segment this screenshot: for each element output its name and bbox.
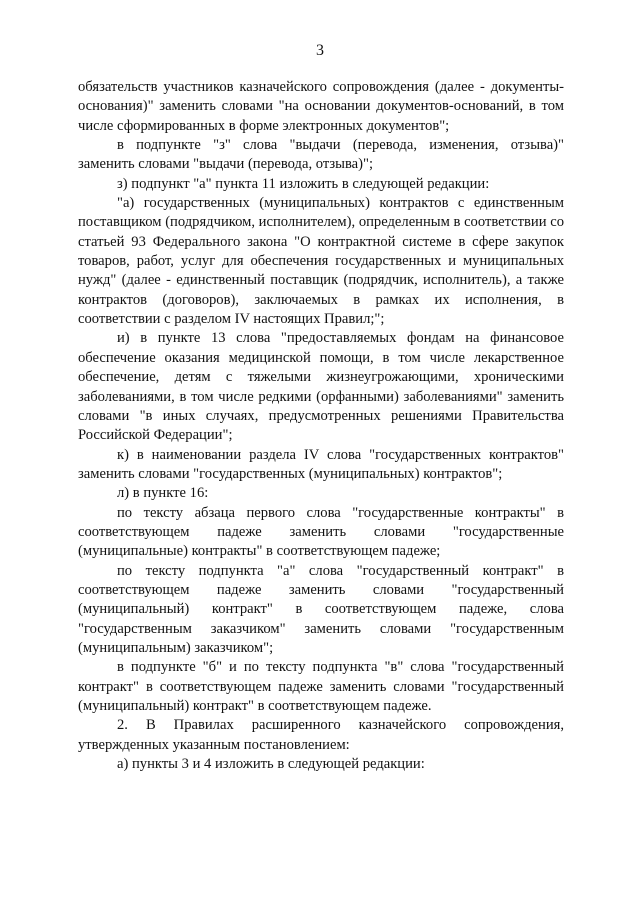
paragraph: по тексту подпункта "а" слова "государственный контракт" в соответствующем падеже заменить словами "государственный (муниципальный) контракт" в соответствующем падеже, слова "государственным заказчиком" заменить словами "государственным (муниципальным) заказчиком"; bbox=[78, 562, 564, 656]
paragraph: к) в наименовании раздела IV слова "государственных контрактов" заменить словами "государственных (муниципальных) контрактов"; bbox=[78, 446, 564, 482]
paragraph: з) подпункт "а" пункта 11 изложить в следующей редакции: bbox=[117, 175, 490, 192]
paragraph: "а) государственных (муниципальных) контрактов с единственным поставщиком (подрядчиком, исполнителем), определенным в соответствии со статьей 93 Федерального закона "О контрактной системе в сфере закупок товаров, работ, услуг для обеспечения государственных и муниципальных нужд" (далее - единственный поставщик (подрядчик, исполнитель), а также контрактов (договоров), заключаемых в рамках их исполнения, в соответствии с разделом IV настоящих Правил;"; bbox=[78, 195, 564, 328]
paragraph: и) в пункте 13 слова "предоставляемых фондам на финансовое обеспечение оказания медицинской помощи, в том числе лекарственное обеспечение, детям с тяжелыми жизнеугрожающими, хроническими заболеваниями, в том числе редкими (орфанными) заболеваниями" заменить словами "в иных случаях, предусмотренных решениями Правительства Российской Федерации"; bbox=[78, 330, 564, 444]
paragraph: в подпункте "з" слова "выдачи (перевода, изменения, отзыва)" заменить словами "выдачи (перевода, отзыва)"; bbox=[78, 137, 564, 173]
paragraph: 2. В Правилах расширенного казначейского сопровождения, утвержденных указанным постановлением: bbox=[78, 717, 564, 753]
paragraph: в подпункте "б" и по тексту подпункта "в" слова "государственный контракт" в соответствующем падеже заменить словами "государственный (муниципальный) контракт" в соответствующем падеже. bbox=[78, 659, 564, 714]
paragraph: л) в пункте 16: bbox=[117, 485, 209, 502]
paragraph: по тексту абзаца первого слова "государственные контракты" в соответствующем падеже заменить словами "государственные (муниципальные) контракты" в соответствующем падеже; bbox=[78, 504, 564, 560]
page-number: 3 bbox=[316, 42, 324, 59]
paragraph: а) пункты 3 и 4 изложить в следующей редакции: bbox=[117, 756, 425, 773]
paragraph: обязательств участников казначейского сопровождения (далее - документы-основания)" заменить словами "на основании документов-оснований, в том числе сформированных в форме электронных документов"; bbox=[78, 79, 564, 134]
document-body bbox=[78, 78, 564, 774]
